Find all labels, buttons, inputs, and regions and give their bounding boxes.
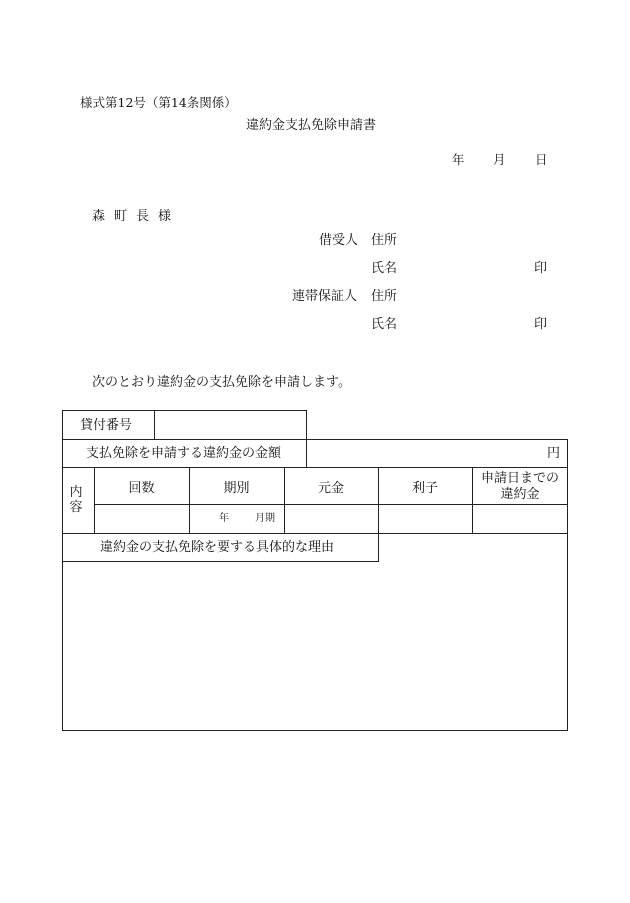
form-number: 様式第12号（第14条関係）: [80, 95, 237, 110]
loan-number-field[interactable]: [155, 411, 306, 439]
date-month-label: 月: [493, 152, 506, 167]
borrower-address-label: 住所: [371, 233, 398, 248]
addressee: 森町長様: [92, 209, 181, 224]
col-period-header: 期別: [223, 481, 250, 496]
col-penalty-header-line2: 違約金: [500, 487, 540, 502]
count-field[interactable]: [95, 505, 189, 533]
intro-statement: 次のとおり違約金の支払免除を申請します。: [92, 375, 351, 390]
reason-label-underline: [62, 561, 378, 562]
col-interest-header: 利子: [411, 481, 438, 496]
borrower-seal-mark: 印: [534, 261, 548, 276]
col-divider-1: [189, 467, 190, 533]
reason-field[interactable]: [63, 563, 567, 730]
principal-field[interactable]: [285, 505, 378, 533]
guarantor-seal-mark: 印: [534, 317, 548, 332]
guarantor-role-label: 連帯保証人: [292, 289, 358, 304]
period-month-label: 月期: [255, 513, 275, 524]
row-divider-4: [62, 533, 568, 534]
borrower-role-label: 借受人: [319, 233, 359, 248]
penalty-field[interactable]: [473, 505, 567, 533]
borrower-name-label: 氏名: [371, 261, 398, 276]
date-year-label: 年: [452, 152, 465, 167]
col-count-header: 回数: [128, 481, 155, 496]
amount-field[interactable]: [307, 440, 567, 467]
loan-number-label: 貸付番号: [80, 418, 133, 433]
guarantor-name-label: 氏名: [371, 317, 398, 332]
document-title: 違約金支払免除申請書: [246, 118, 377, 133]
date-day-label: 日: [535, 152, 548, 167]
reason-label: 違約金の支払免除を要する具体的な理由: [100, 540, 335, 555]
amount-unit: 円: [547, 446, 561, 461]
col-principal-header: 元金: [317, 481, 344, 496]
guarantor-address-label: 住所: [371, 289, 398, 304]
interest-field[interactable]: [379, 505, 472, 533]
col-penalty-header-line1: 申請日までの: [480, 471, 559, 486]
row-divider-2: [62, 467, 568, 468]
amount-label: 支払免除を申請する違約金の金額: [86, 446, 282, 461]
details-label: 内容: [69, 485, 83, 515]
period-year-label: 年: [219, 513, 229, 524]
